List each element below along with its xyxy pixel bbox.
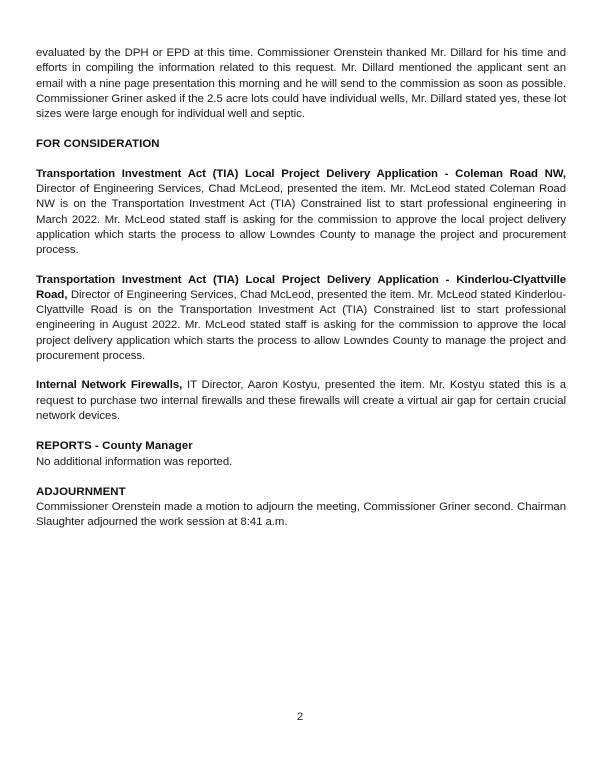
page-number: 2: [296, 711, 304, 723]
spacer: [36, 364, 566, 378]
item-lead-label: Internal Network Firewalls,: [36, 379, 183, 392]
adjournment-body: Commissioner Orenstein made a motion to adjourn the meeting, Commissioner Griner second. Chairman Slaughter adjourned the work session at 8:41 a.m.: [36, 501, 566, 529]
heading-reports-county-manager: REPORTS - County Manager: [36, 440, 193, 453]
consideration-item-coleman-road: [36, 167, 566, 259]
consideration-item-kinderlou-clyattville-road: [36, 273, 566, 365]
heading-for-consideration: FOR CONSIDERATION: [36, 138, 160, 151]
continued-paragraph: evaluated by the DPH or EPD at this time. Commissioner Orenstein thanked Mr. Dillard for his time and efforts in compiling the information related to this request. Mr. Dillard mentioned the applicant sent an email with a nine page presentation this morning and he will send to the commission as soon as possible. Commissioner Griner asked if the 2.5 acre lots could have individual wells, Mr. Dillard stated yes, these lot sizes were large enough for individual well and septic.: [36, 47, 566, 121]
spacer: [36, 153, 566, 167]
item-body-text: Director of Engineering Services, Chad McLeod, presented the item. Mr. McLeod stated Coleman Road NW is on the Transportation Investment Act (TIA) Constrained list to start professional engineering in March 2022. Mr. McLeod stated staff is asking for the commission to approve the local project delivery application which starts the process to allow Lowndes County to manage the project and procurement process.: [36, 183, 566, 257]
spacer: [36, 259, 566, 273]
spacer: [36, 424, 566, 439]
item-lead-label: Transportation Investment Act (TIA) Local Project Delivery Application - Kinderlou-Clyattville Road,: [36, 273, 566, 301]
heading-adjournment: ADJOURNMENT: [36, 485, 126, 498]
document-body: [36, 46, 566, 531]
consideration-item-internal-network-firewalls: [36, 378, 566, 424]
item-body-text: IT Director, Aaron Kostyu, presented the item. Mr. Kostyu stated this is a request to purchase two internal firewalls and these firewalls will create a virtual air gap for certain crucial network devices.: [36, 379, 566, 422]
spacer: [36, 122, 566, 137]
reports-body: No additional information was reported.: [36, 455, 233, 468]
spacer: [36, 470, 566, 485]
item-lead-label: Transportation Investment Act (TIA) Local Project Delivery Application - Coleman Road NW,: [36, 167, 566, 180]
item-body-text: Director of Engineering Services, Chad McLeod, presented the item. Mr. McLeod stated Kinderlou-Clyattville Road is on the Transportation Investment Act (TIA) Constrained list to start professional engineering in August 2022. Mr. McLeod stated staff is asking for the commission to approve the local project delivery application which starts the process to allow Lowndes County to manage the project and procurement process.: [36, 288, 566, 363]
